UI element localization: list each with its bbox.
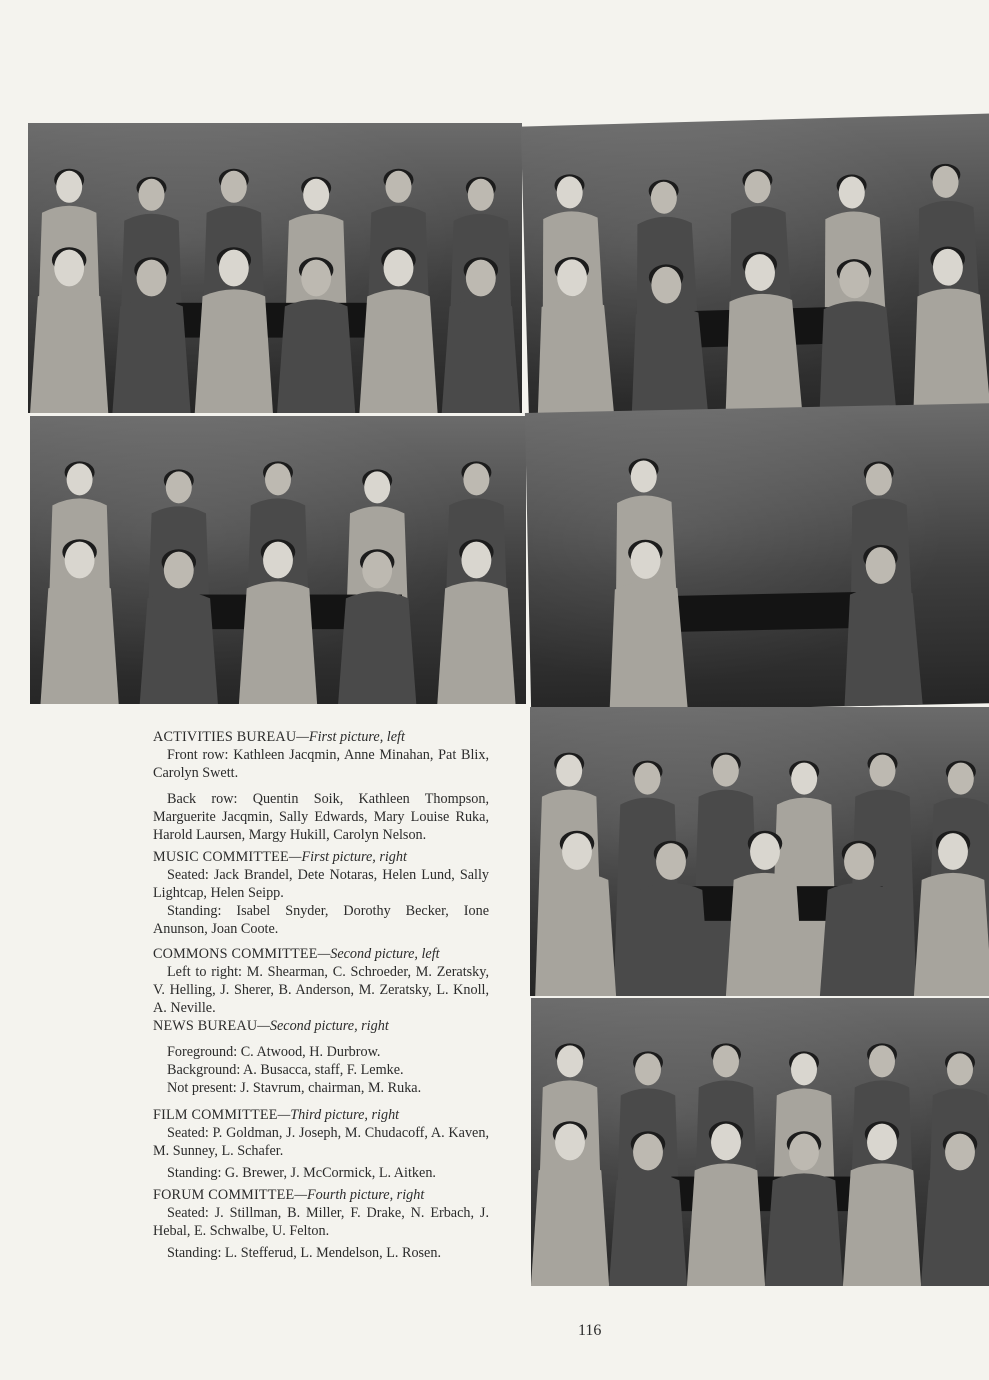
news-bureau-photo (525, 403, 989, 713)
activities-front-row: Front row: Kathleen Jacqmin, Anne Minahan, Pat Blix, Carolyn Swett. (153, 747, 489, 781)
forum-heading (153, 1186, 489, 1204)
photo-silhouettes (30, 416, 526, 704)
commons-left-to-right: Left to right: M. Shearman, C. Schroeder, M. Zeratsky, V. Helling, J. Sherer, B. Anderson, M. Zeratsky, L. Knoll, A. Neville. (153, 964, 489, 1016)
forum-committee-photo (531, 998, 989, 1286)
film-standing: Standing: G. Brewer, J. McCormick, L. Aitken. (167, 1165, 436, 1181)
activities-title: ACTIVITIES BUREAU (153, 729, 297, 745)
page-number: 116 (578, 1322, 602, 1339)
caption-block (153, 724, 489, 1262)
activities-subtitle: —First picture, left (296, 729, 405, 745)
music-title: MUSIC COMMITTEE (153, 849, 289, 865)
photo-silhouettes (28, 123, 522, 413)
music-standing: Standing: Isabel Snyder, Dorothy Becker, Ione Anunson, Joan Coote. (153, 903, 489, 937)
photo-silhouettes (530, 707, 989, 996)
film-subtitle: —Third picture, right (277, 1107, 400, 1123)
forum-subtitle: —Fourth picture, right (294, 1187, 425, 1203)
forum-title: FORUM COMMITTEE (153, 1187, 295, 1203)
photo-silhouettes (521, 113, 989, 431)
commons-subtitle: —Second picture, left (317, 946, 440, 962)
photo-silhouettes (531, 998, 989, 1286)
music-heading (153, 848, 489, 866)
film-seated: Seated: P. Goldman, J. Joseph, M. Chudacoff, A. Kaven, M. Sunney, L. Schafer. (153, 1125, 489, 1159)
news-subtitle: —Second picture, right (257, 1018, 389, 1034)
forum-seated: Seated: J. Stillman, B. Miller, F. Drake, N. Erbach, J. Hebal, E. Schwalbe, U. Felton. (153, 1205, 489, 1239)
music-seated: Seated: Jack Brandel, Dete Notaras, Helen Lund, Sally Lightcap, Helen Seipp. (153, 867, 489, 901)
commons-committee-photo (30, 416, 526, 704)
film-committee-photo (530, 707, 989, 996)
film-title: FILM COMMITTEE (153, 1107, 278, 1123)
photo-silhouettes (525, 403, 989, 713)
activities-bureau-photo (28, 123, 522, 413)
activities-back-row: Back row: Quentin Soik, Kathleen Thompson, Marguerite Jacqmin, Sally Edwards, Mary Louise Ruka, Harold Laursen, Margy Hukill, Carolyn Nelson. (153, 791, 489, 843)
news-title: NEWS BUREAU (153, 1018, 258, 1034)
music-committee-photo (521, 113, 989, 431)
news-heading (153, 1017, 489, 1035)
forum-standing: Standing: L. Stefferud, L. Mendelson, L. Rosen. (167, 1245, 441, 1261)
music-subtitle: —First picture, right (288, 849, 407, 865)
activities-heading (153, 728, 489, 746)
news-foreground: Foreground: C. Atwood, H. Durbrow. (167, 1044, 381, 1060)
commons-title: COMMONS COMMITTEE (153, 946, 318, 962)
news-not-present: Not present: J. Stavrum, chairman, M. Ruka. (167, 1080, 422, 1096)
film-heading (153, 1106, 489, 1124)
commons-heading (153, 945, 489, 963)
news-background: Background: A. Busacca, staff, F. Lemke. (167, 1062, 404, 1078)
